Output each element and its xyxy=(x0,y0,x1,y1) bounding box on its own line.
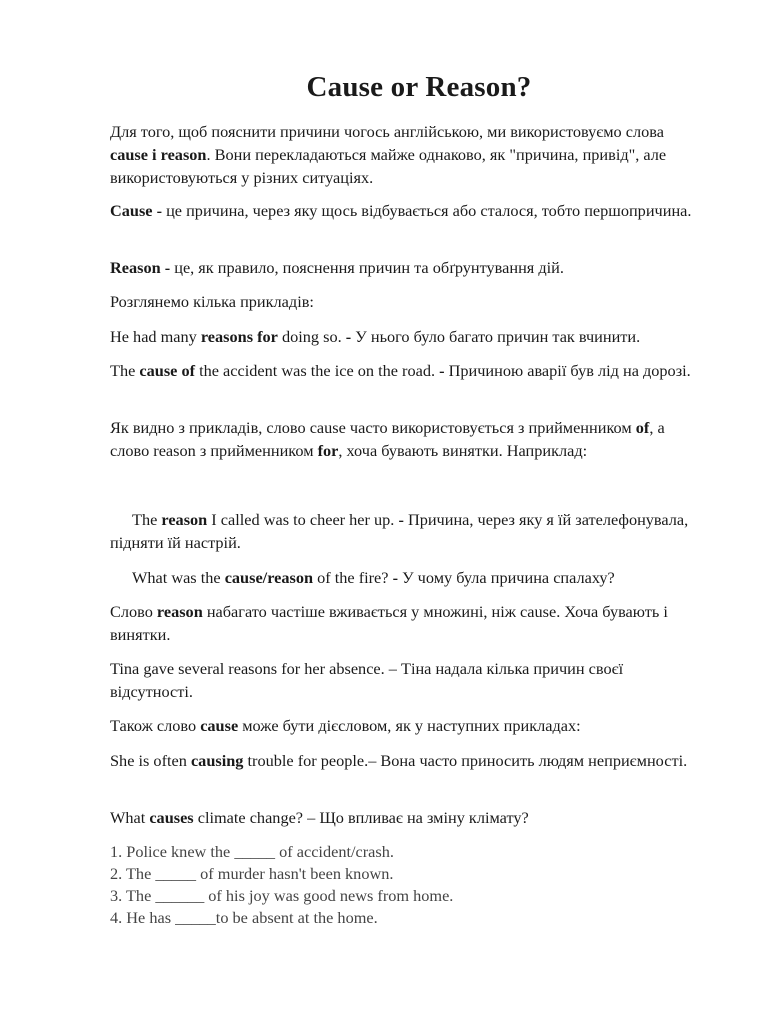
reason-term: Reason - xyxy=(110,258,171,277)
reason-definition xyxy=(110,256,698,279)
prep-text-2: , а слово reason з прийменником xyxy=(110,418,665,460)
ex3-text-1: The xyxy=(132,510,162,529)
ex2-dash: - xyxy=(439,361,445,380)
ex4-dash: - xyxy=(392,568,399,587)
ex4-text-1: What was the xyxy=(132,568,225,587)
examples-intro: Розглянемо кілька прикладів: xyxy=(110,292,314,311)
ex2-text-2: the accident was the ice on the road. xyxy=(195,361,440,380)
intro-text-2: . Вони перекладаються майже однаково, як "причина, привід", але використовуються у різних ситуаціях. xyxy=(110,145,667,187)
ex4-bold-1: cause/reason xyxy=(224,568,314,587)
ex6-text-1: She is often xyxy=(110,751,191,770)
ex6-bold: causing xyxy=(190,751,244,770)
ex6-text-2: trouble for people.– Вона часто приносить людям неприємності. xyxy=(243,751,688,770)
exercise-item: 1. Police knew the _____ of accident/crash. xyxy=(110,842,394,861)
plural-text-1: Слово xyxy=(110,602,157,621)
verb-bold: cause xyxy=(200,716,239,735)
example-1 xyxy=(110,325,698,348)
exercise-list xyxy=(110,841,698,929)
example-2 xyxy=(110,359,698,382)
ex4-text-2: of the fire? xyxy=(313,568,393,587)
exercise-item: 2. The _____ of murder hasn't been known. xyxy=(110,864,394,883)
ex1-dash: - xyxy=(345,327,352,346)
ex7-text-2: climate change? – Що впливає на зміну клімату? xyxy=(193,808,529,827)
verb-text-2: може бути дієсловом, як у наступних прикладах: xyxy=(238,716,581,735)
ex3-dash: - xyxy=(398,510,404,529)
cause-definition-text: це причина, через яку щось відбувається або сталося, тобто першопричина. xyxy=(162,201,692,220)
plural-text-2: набагато частіше вживається у множині, ніж cause. Хоча бувають і винятки. xyxy=(110,602,668,644)
reason-definition-text: це, як правило, пояснення причин та обґрунтування дій. xyxy=(170,258,564,277)
exercise-item: 4. He has _____to be absent at the home. xyxy=(110,908,378,927)
ex3-text-3: Причина, через яку я їй зателефонувала, підняти їй настрій. xyxy=(110,510,689,552)
ex1-text-1: He had many xyxy=(110,327,201,346)
verb-text-1: Також слово xyxy=(110,716,201,735)
prep-text-3: , хоча бувають винятки. Наприклад: xyxy=(338,441,588,460)
prep-text-1: Як видно з прикладів, слово cause часто використовується з прийменником xyxy=(110,418,636,437)
exercise-item: 3. The ______ of his joy was good news from home. xyxy=(110,886,454,905)
plural-bold: reason xyxy=(156,602,203,621)
verb-note xyxy=(110,714,698,737)
ex1-bold-1: reasons for xyxy=(200,327,278,346)
ex2-text-3: Причиною аварії був лід на дорозі. xyxy=(444,361,691,380)
example-5: Tina gave several reasons for her absence. – Тіна надала кілька причин своєї відсутності. xyxy=(110,659,624,701)
example-6 xyxy=(110,749,698,772)
ex7-text-1: What xyxy=(110,808,150,827)
ex7-bold: causes xyxy=(149,808,194,827)
example-3 xyxy=(110,508,698,554)
ex4-text-3: У чому була причина спалаху? xyxy=(398,568,615,587)
cause-term: Cause - xyxy=(110,201,163,220)
intro-bold: cause і reason xyxy=(110,145,207,164)
intro-paragraph xyxy=(110,120,698,189)
cause-definition xyxy=(110,199,698,222)
ex3-text-2: I called was to cheer her up. xyxy=(207,510,399,529)
intro-text-1: Для того, щоб пояснити причини чогось англійською, ми використовуємо слова xyxy=(110,122,664,141)
plural-note xyxy=(110,600,698,646)
ex2-bold-1: cause of xyxy=(139,361,196,380)
preposition-note xyxy=(110,416,698,462)
page-title: Cause or Reason? xyxy=(306,71,532,103)
prep-bold-for: for xyxy=(317,441,339,460)
prep-bold-of: of xyxy=(635,418,650,437)
ex3-bold-1: reason xyxy=(161,510,208,529)
ex2-text-1: The xyxy=(110,361,140,380)
example-4 xyxy=(110,566,698,589)
ex1-text-2: doing so. xyxy=(277,327,346,346)
ex1-text-3: У нього було багато причин так вчинити. xyxy=(351,327,641,346)
example-7 xyxy=(110,806,698,829)
